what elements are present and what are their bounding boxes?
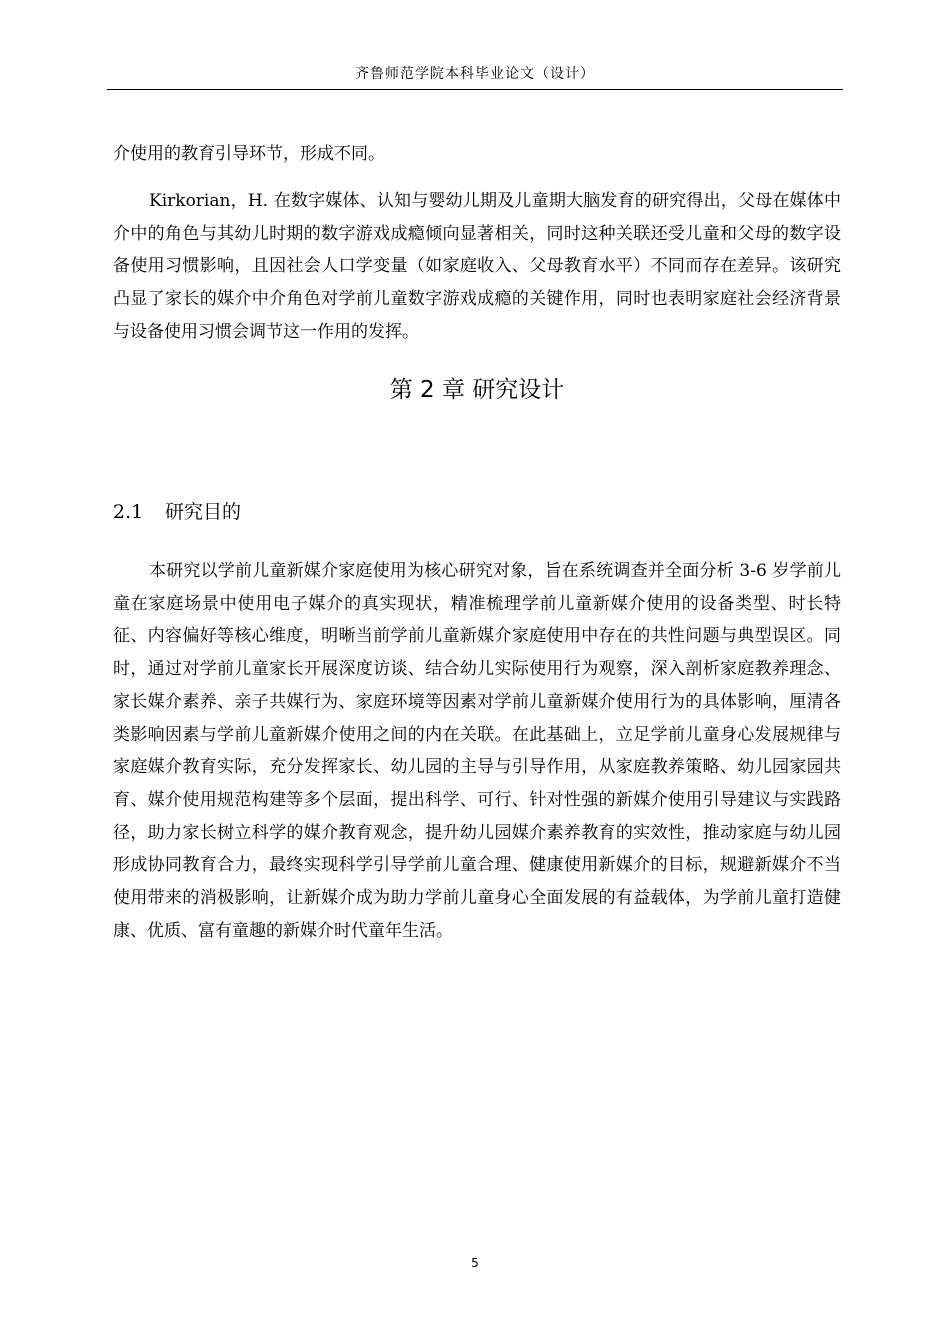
paragraph-kirkorian-study: Kirkorian，H. 在数字媒体、认知与婴幼儿期及儿童期大脑发育的研究得出，父母在媒体中介中的角色与其幼儿时期的数字游戏成瘾倾向显著相关，同时这种关联还受儿童和父母的数字设备使用习惯影响，且因社会人口学变量（如家庭收入、父母教育水平）不同而存在差异。该研究凸显了家长的媒介中介角色对学前儿童数字游戏成瘾的关键作用，同时也表明家庭社会经济背景与设备使用习惯会调节这一作用的发挥。 [113, 191, 841, 342]
paragraph-research-purpose: 本研究以学前儿童新媒介家庭使用为核心研究对象，旨在系统调查并全面分析 3-6 岁学前儿童在家庭场景中使用电子媒介的真实现状，精准梳理学前儿童新媒介使用的设备类型、时长特征、内容偏好等核心维度，明晰当前学前儿童新媒介家庭使用中存在的共性问题与典型误区。同时，通过对学前儿童家长开展深度访谈、结合幼儿实际使用行为观察，深入剖析家庭教养理念、家长媒介素养、亲子共媒行为、家庭环境等因素对学前儿童新媒介使用行为的具体影响，厘清各类影响因素与学前儿童新媒介使用之间的内在关联。在此基础上，立足学前儿童身心发展规律与家庭媒介教育实际，充分发挥家长、幼儿园的主导与引导作用，从家庭教养策略、幼儿园家园共育、媒介使用规范构建等多个层面，提出科学、可行、针对性强的新媒介使用引导建议与实践路径，助力家长树立科学的媒介教育观念，提升幼儿园媒介素养教育的实效性，推动家庭与幼儿园形成协同教育合力，最终实现科学引导学前儿童合理、健康使用新媒介的目标，规避新媒介不当使用带来的消极影响，让新媒介成为助力学前儿童身心全面发展的有益载体，为学前儿童打造健康、优质、富有童趣的新媒介时代童年生活。 [113, 561, 841, 941]
section-number: 2.1 [113, 501, 144, 523]
section-title: 研究目的 [165, 501, 242, 523]
running-header: 齐鲁师范学院本科毕业论文（设计） [355, 66, 595, 82]
header-rule [107, 89, 843, 90]
chapter-title: 第 2 章 研究设计 [389, 377, 565, 403]
paragraph-continued: 介使用的教育引导环节，形成不同。 [113, 144, 385, 164]
section-heading [113, 495, 241, 529]
page-number: 5 [471, 1256, 479, 1270]
